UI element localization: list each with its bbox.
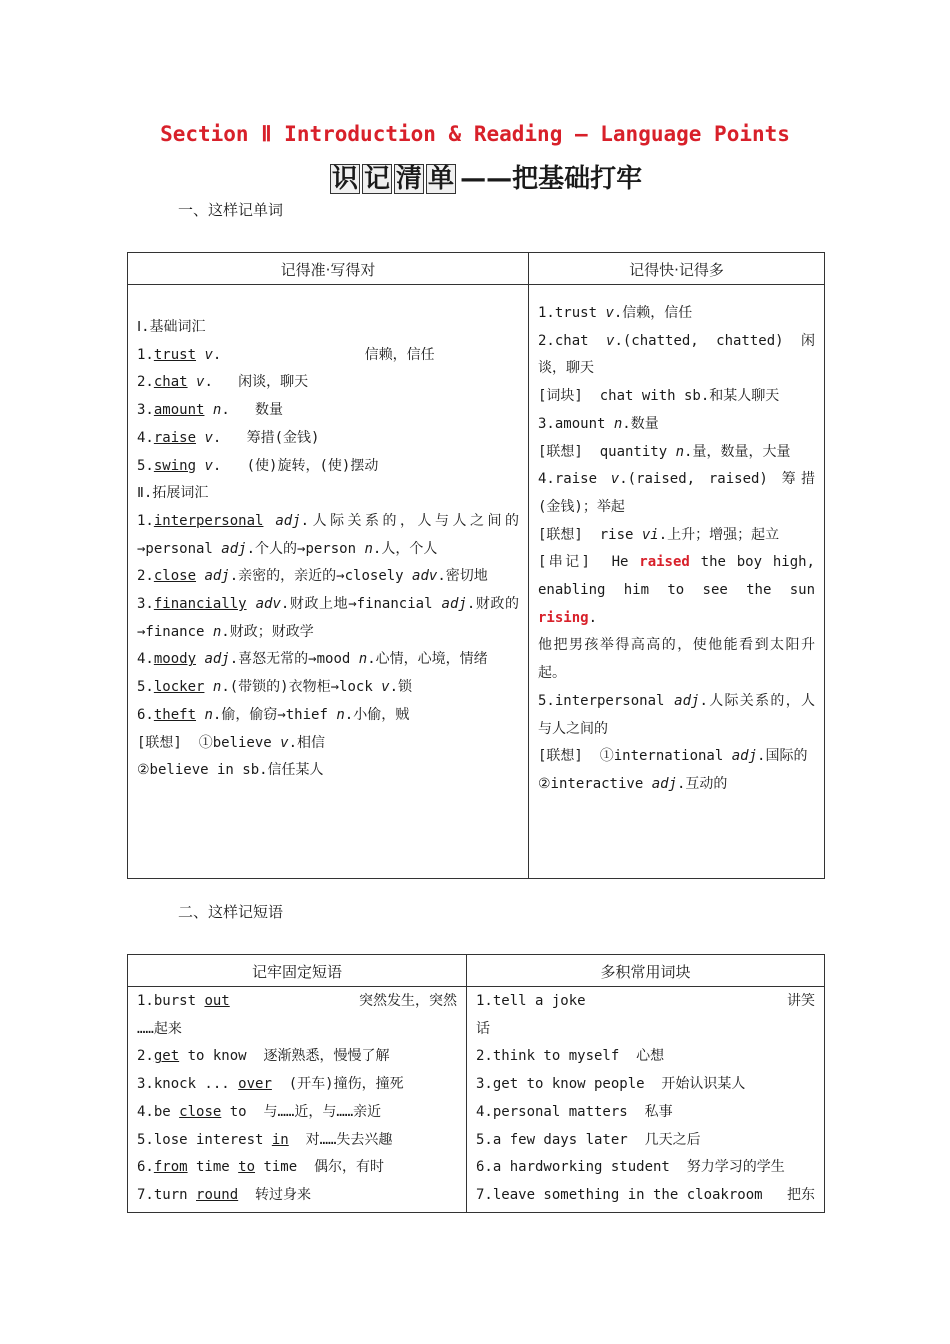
list-item: 4.personal matters 私事 (476, 1103, 673, 1120)
page-title: Section Ⅱ Introduction & Reading — Language Points (160, 122, 790, 146)
list-item: 3.amount n.数量 (538, 415, 659, 432)
subtitle-char: 单 (428, 164, 455, 194)
list-item: ……起来 (137, 1020, 182, 1037)
section2-heading: 二、这样记短语 (178, 903, 284, 921)
vocab-right-cell (529, 285, 825, 879)
phrase-left-list (129, 988, 465, 1210)
subtitle-char: 清 (396, 164, 423, 194)
list-item: 2.get to know 逐渐熟悉，慢慢了解 (137, 1048, 390, 1065)
list-item: 5.a few days later 几天之后 (476, 1131, 701, 1148)
list-item: 4.be close to 与……近，与……亲近 (137, 1103, 382, 1120)
phrase-right-list (468, 988, 823, 1210)
list-item: 他把男孩举得高高的，使他能看到太阳升起。 (538, 637, 815, 682)
section1-heading: 一、这样记单词 (178, 201, 284, 219)
vocab-right-list (530, 286, 823, 799)
list-item: 1.trust v. 信赖，信任 (137, 346, 435, 363)
section-subtitle (330, 158, 642, 195)
list-item: 4.raise v. 筹措(金钱) (137, 429, 320, 446)
list-item: [联想] ①believe v.相信 (137, 734, 326, 751)
list-item: [串记] He raised the boy high, enabling him to see the sun rising. (538, 554, 815, 626)
list-item: 3.get to know people 开始认识某人 (476, 1076, 746, 1093)
list-item: 1.burst out 突然发生，突然 (137, 993, 457, 1009)
phrase-left-header: 记牢固定短语 (128, 955, 467, 987)
list-item: ②interactive adj.互动的 (538, 775, 728, 792)
phrase-right-header: 多积常用词块 (467, 955, 825, 987)
list-item: [联想] quantity n.量，数量，大量 (538, 443, 791, 460)
list-item: 5.locker n.(带锁的)衣物柜→lock v.锁 (137, 679, 413, 696)
subtitle-char: 记 (364, 164, 391, 194)
list-item: Ⅰ.基础词汇 (137, 319, 206, 335)
list-item: 3.financially adv.财政上地→financial adj.财政的→finance n.财政；财政学 (137, 596, 519, 640)
list-item: 7.leave something in the cloakroom 把东 (476, 1186, 815, 1203)
list-item: 话 (476, 1020, 490, 1037)
list-item: 2.think to myself 心想 (476, 1048, 665, 1065)
phrase-left-cell (128, 987, 467, 1213)
list-item: Ⅱ.拓展词汇 (137, 485, 209, 502)
list-item: 7.turn round 转过身来 (137, 1186, 312, 1203)
list-item: 6.a hardworking student 努力学习的学生 (476, 1159, 785, 1176)
list-item: [联想] ①international adj.国际的 (538, 748, 808, 765)
subtitle-char: 识 (332, 164, 359, 194)
list-item: 5.lose interest in 对……失去兴趣 (137, 1131, 393, 1148)
list-item: 3.amount n. 数量 (137, 402, 284, 419)
subtitle-rest: ——把基础打牢 (460, 164, 643, 194)
phrase-right-cell (467, 987, 825, 1213)
list-item: 4.moody adj.喜怒无常的→mood n.心情，心境，情绪 (137, 651, 488, 668)
list-item: 1.interpersonal adj.人际关系的，人与人之间的→personal adj.个人的→person n.人，个人 (137, 512, 519, 557)
list-item: 2.chat v.(chatted, chatted) 闲谈，聊天 (538, 332, 815, 377)
vocab-table (127, 252, 825, 879)
list-item: 1.trust v.信赖，信任 (538, 305, 693, 321)
list-item: ②believe in sb.信任某人 (137, 762, 324, 779)
vocab-left-cell (128, 285, 529, 879)
list-item: 1.tell a joke 讲笑 (476, 993, 815, 1009)
list-item: [词块] chat with sb.和某人聊天 (538, 388, 780, 405)
list-item: [联想] rise vi.上升；增强；起立 (538, 526, 780, 543)
vocab-left-list (129, 286, 527, 785)
vocab-right-header: 记得快·记得多 (529, 253, 825, 285)
list-item: 5.interpersonal adj.人际关系的，人与人之间的 (538, 692, 816, 737)
list-item: 2.chat v. 闲谈，聊天 (137, 374, 309, 391)
list-item: 2.close adj.亲密的，亲近的→closely adv.密切地 (137, 568, 488, 585)
vocab-left-header: 记得准·写得对 (128, 253, 529, 285)
list-item: 4.raise v.(raised, raised) 筹措(金钱)；举起 (538, 471, 815, 515)
list-item: 6.from time to time 偶尔，有时 (137, 1159, 385, 1176)
list-item: 6.theft n.偷，偷窃→thief n.小偷，贼 (137, 706, 410, 723)
list-item: 3.knock ... over (开车)撞伤，撞死 (137, 1076, 404, 1093)
phrase-table (127, 954, 825, 1213)
list-item: 5.swing v. (使)旋转，(使)摆动 (137, 457, 379, 474)
